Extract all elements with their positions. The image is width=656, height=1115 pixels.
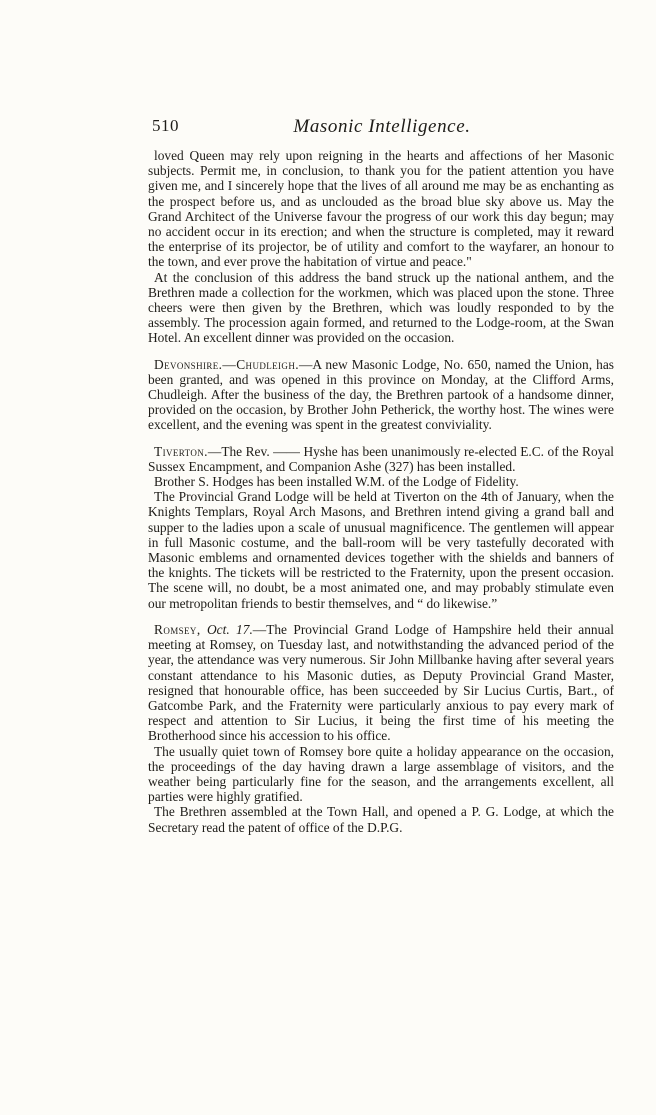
section-date-romsey: Oct. 17. <box>206 621 253 637</box>
section-text-romsey: —The Provincial Grand Lodge of Hampshire held their annual meeting at Romsey, on Tuesday last, and notwithstanding the advanced period of the year, the attendance was very numerous. Sir John Millbanke having after several years constant attendance to his Masonic duties, as Deputy Provincial Grand Master, resigned that honourable office, has been succeeded by Sir Lucius Curtis, Bart., of Gatcombe Park, and the Fraternity were particularly anxious to pay every mark of respect and attention to Sir Lucius, it being the first time of his meeting the Brotherhood since his accession to his office. <box>148 621 614 744</box>
paragraph-provincial-ball: The Provincial Grand Lodge will be held at Tiverton on the 4th of January, when the Knights Templars, Royal Arch Masons, and Brethren intend giving a grand ball and supper to the ladies upon a scale of unusual magnificence. The gentlemen will appear in full Masonic costume, and the ball-room will be very tastefully decorated with Masonic emblems and ornamented devices together with the shields and banners of the knights. The tickets will be restricted to the Fraternity, upon the present occasion. The scene will, no doubt, be a most animated one, and may probably stimulate even our metropolitan friends to bestir themselves, and “ do likewise.” <box>148 489 614 611</box>
section-heading-tiverton: Tiverton. <box>154 443 208 459</box>
paragraph-anthem: At the conclusion of this address the band struck up the national anthem, and the Brethren made a collection for the workmen, which was placed upon the stone. Three cheers were then given by the Brethren, which was loudly responded to by the assembly. The procession again formed, and returned to the Lodge-room, at the Swan Hotel. An excellent dinner was provided on the occasion. <box>148 269 614 346</box>
section-heading-devonshire: Devonshire.—Chudleigh. <box>154 356 299 372</box>
page-header <box>152 116 612 140</box>
section-devonshire <box>148 357 614 433</box>
section-text-tiverton: —The Rev. —— Hyshe has been unanimously re-elected E.C. of the Royal Sussex Encampment, and Companion Ashe (327) has been installed. <box>148 443 614 474</box>
section-tiverton <box>148 444 614 474</box>
section-text-devonshire: —A new Masonic Lodge, No. 650, named the Union, has been granted, and was opened in this province on Monday, at the Clifford Arms, Chudleigh. After the business of the day, the Brethren partook of a handsome dinner, provided on the occasion, by Brother John Petherick, the worthy host. The wines were excellent, and the evening was spent in the greatest conviviality. <box>148 356 614 433</box>
body-text <box>148 148 614 835</box>
section-heading-romsey: Romsey, <box>154 621 201 637</box>
page-number: 510 <box>152 116 179 135</box>
paragraph-speech-end: loved Queen may rely upon reigning in the hearts and affections of her Masonic subjects. Permit me, in conclusion, to thank you for the patient attention you have given me, and I sincerely hope that the lives of all around me may be as enchanting as the prospect before us, and as unclouded as the broad blue sky above us. May the Grand Architect of the Universe favour the progress of our work this day begun; may no accident occur in its erection; and when the structure is completed, may it reward the enterprise of its projector, be of utility and comfort to the wayfarer, an honour to the town, and ever prove the habitation of virtue and peace." <box>148 148 614 270</box>
paragraph-hodges: Brother S. Hodges has been installed W.M. of the Lodge of Fidelity. <box>154 474 519 490</box>
paragraph-town-hall: The Brethren assembled at the Town Hall, and opened a P. G. Lodge, at which the Secretary read the patent of office of the D.P.G. <box>148 804 614 835</box>
paragraph-quiet-town: The usually quiet town of Romsey bore quite a holiday appearance on the occasion, the proceedings of the day having drawn a large assemblage of visitors, and the weather being particularly fine for the season, and the arrangements excellent, all parties were highly gratified. <box>148 743 614 805</box>
running-title: Masonic Intelligence. <box>293 116 471 137</box>
section-romsey <box>148 622 614 744</box>
